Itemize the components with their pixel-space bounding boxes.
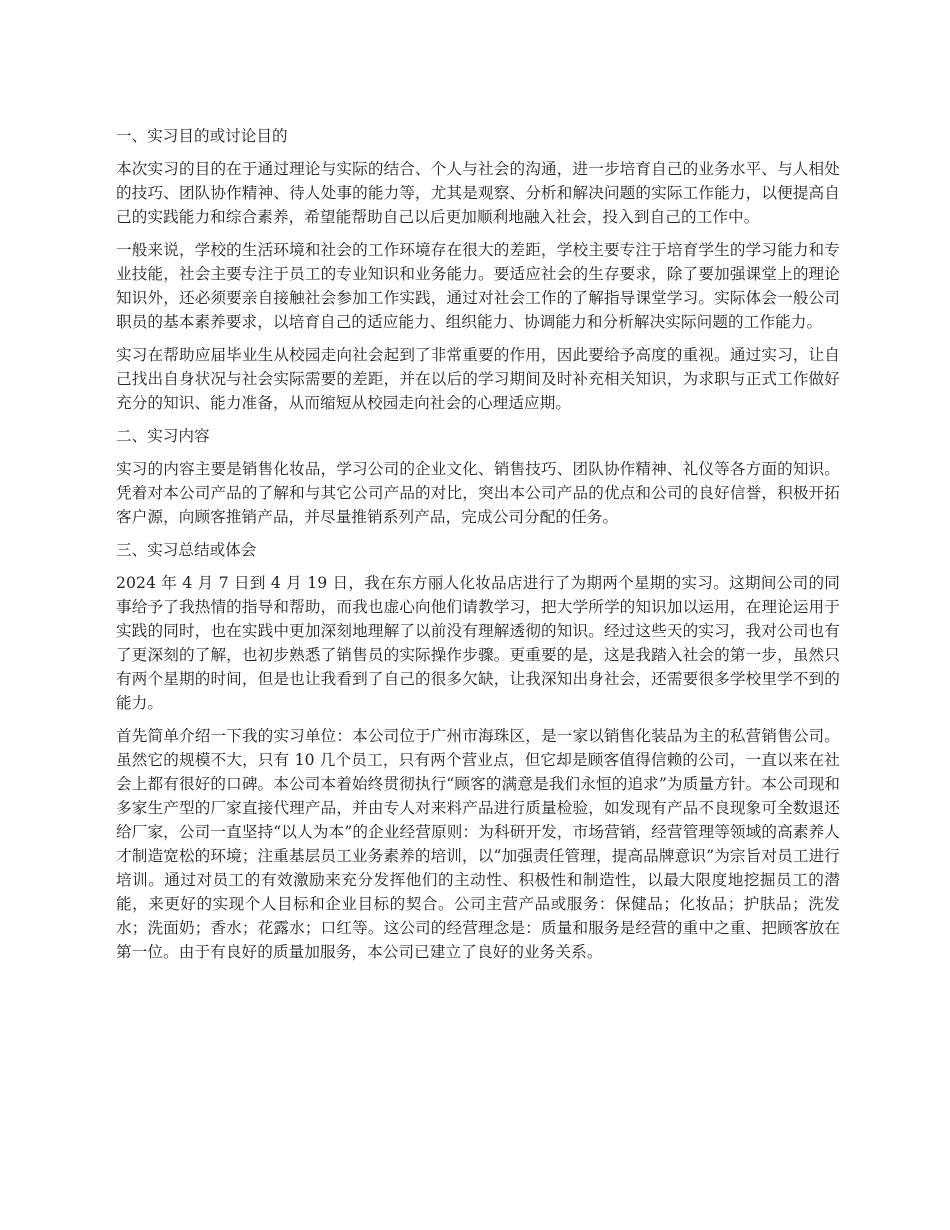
paragraph: 一般来说，学校的生活环境和社会的工作环境存在很大的差距，学校主要专注于培育学生的学习能力和专业技能，社会主要专注于员工的专业知识和业务能力。要适应社会的生存要求，除了要加强课堂上的理论知识外，还必须要亲自接触社会参加工作实践，通过对社会工作的了解指导课堂学习。实际体会一般公司职员的基本素养要求，以培育自己的适应能力、组织能力、协调能力和分析解决实际问题的工作能力。	[116, 241, 840, 331]
section-content	[116, 424, 840, 529]
section-purpose	[116, 124, 840, 415]
section-heading: 一、实习目的或讨论目的	[116, 127, 288, 145]
paragraph: 实习在帮助应届毕业生从校园走向社会起到了非常重要的作用，因此要给予高度的重视。通过实习，让自己找出自身状况与社会实际需要的差距，并在以后的学习期间及时补充相关知识，为求职与正式工作做好充分的知识、能力准备，从而缩短从校园走向社会的心理适应期。	[116, 346, 840, 412]
section-heading: 三、实习总结或体会	[116, 541, 257, 559]
section-heading: 二、实习内容	[116, 427, 210, 445]
document-page	[116, 124, 840, 973]
section-summary	[116, 538, 840, 964]
paragraph: 首先简单介绍一下我的实习单位：本公司位于广州市海珠区，是一家以销售化装品为主的私营销售公司。虽然它的规模不大，只有 10 几个员工，只有两个营业点，但它却是顾客值得信赖的公司，一直以来在社会上都有很好的口碑。本公司本着始终贯彻执行“顾客的满意是我们永恒的追求”为质量方针。本公司现和多家生产型的厂家直接代理产品，并由专人对来料产品进行质量检验，如发现有产品不良现象可全数退还给厂家，公司一直坚持“以人为本”的企业经营原则：为科研开发，市场营销，经营管理等领域的高素养人才制造宽松的环境；注重基层员工业务素养的培训，以“加强责任管理，提高品牌意识”为宗旨对员工进行培训。通过对员工的有效激励来充分发挥他们的主动性、积极性和制造性，以最大限度地挖掘员工的潜能，来更好的实现个人目标和企业目标的契合。公司主营产品或服务：保健品；化妆品；护肤品；洗发水；洗面奶；香水；花露水；口红等。这公司的经营理念是：质量和服务是经营的重中之重、把顾客放在第一位。由于有良好的质量加服务，本公司已建立了良好的业务关系。	[116, 727, 840, 961]
paragraph: 实习的内容主要是销售化妆品，学习公司的企业文化、销售技巧、团队协作精神、礼仪等各方面的知识。凭着对本公司产品的了解和与其它公司产品的对比，突出本公司产品的优点和公司的良好信誉，积极开拓客户源，向顾客推销产品，并尽量推销系列产品，完成公司分配的任务。	[116, 460, 840, 526]
paragraph: 2024 年 4 月 7 日到 4 月 19 日，我在东方丽人化妆品店进行了为期两个星期的实习。这期间公司的同事给予了我热情的指导和帮助，而我也虚心向他们请教学习，把大学所学的知识加以运用，在理论运用于实践的同时，也在实践中更加深刻地理解了以前没有理解透彻的知识。经过这些天的实习，我对公司也有了更深刻的了解，也初步熟悉了销售员的实际操作步骤。更重要的是，这是我踏入社会的第一步，虽然只有两个星期的时间，但是也让我看到了自己的很多欠缺，让我深知出身社会，还需要很多学校里学不到的能力。	[116, 574, 840, 712]
paragraph: 本次实习的目的在于通过理论与实际的结合、个人与社会的沟通，进一步培育自己的业务水平、与人相处的技巧、团队协作精神、待人处事的能力等，尤其是观察、分析和解决问题的实际工作能力，以便提高自己的实践能力和综合素养，希望能帮助自己以后更加顺利地融入社会，投入到自己的工作中。	[116, 160, 840, 226]
